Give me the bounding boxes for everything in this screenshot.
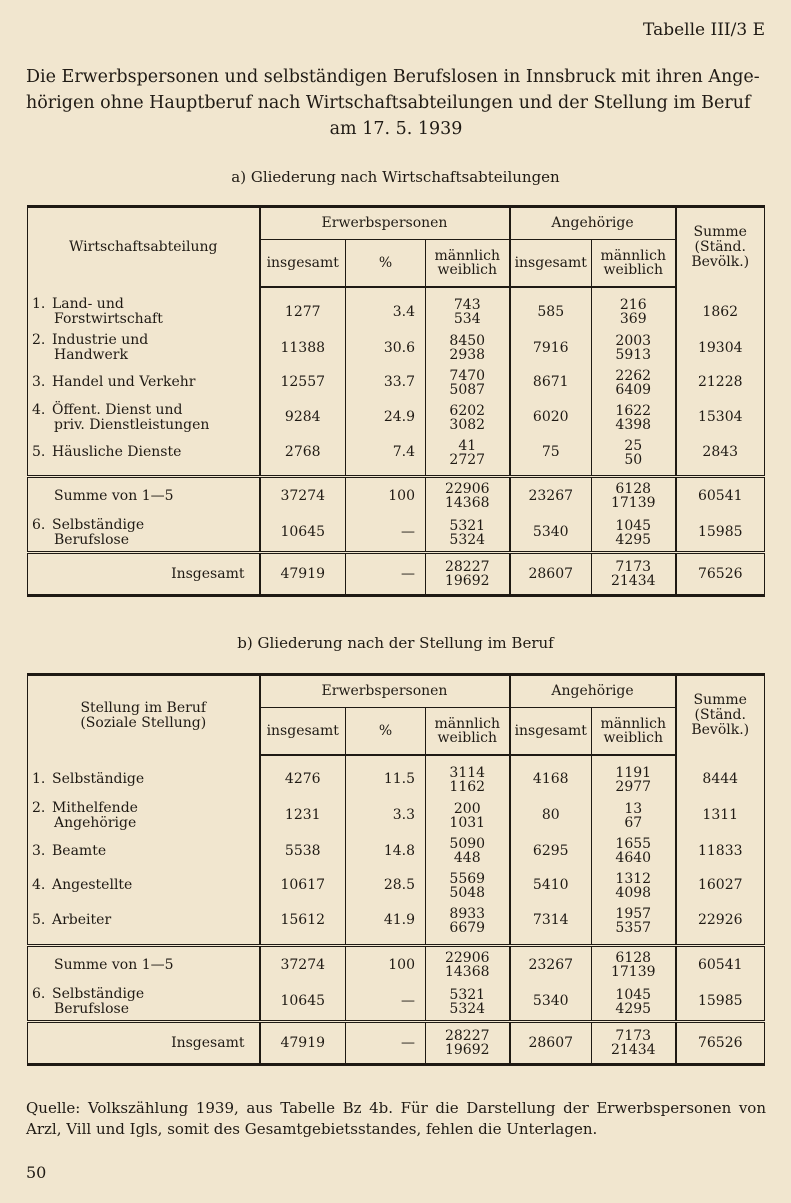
cell-summe: 11833: [676, 834, 765, 868]
cell-weiblich: 19692: [444, 1042, 490, 1058]
cell-percent: 14.8: [346, 834, 426, 868]
cell-weiblich: 448: [453, 850, 481, 866]
cell-percent: 11.5: [346, 762, 426, 797]
cell-percent: 100: [346, 477, 426, 515]
cell-percent: 3.4: [346, 294, 426, 330]
cell-mw: [426, 366, 510, 399]
cell-summe: 2843: [676, 436, 765, 469]
cell-angehoerige-mw: [592, 762, 676, 797]
table-tag: Tabelle III/3 E: [643, 20, 765, 40]
header-insgesamt: insgesamt: [510, 240, 592, 288]
cell-angehoerige-insgesamt: 75: [510, 436, 592, 469]
cell-insgesamt: 9284: [260, 399, 346, 436]
page-title: [26, 64, 766, 142]
cell-maennlich: 743: [453, 297, 481, 313]
cell-weiblich: 5087: [449, 381, 486, 398]
cell-maennlich: 7173: [615, 1028, 652, 1044]
cell-angehoerige-mw: [592, 366, 676, 399]
header-percent: %: [346, 240, 426, 288]
cell-weiblich: 2977: [615, 778, 652, 795]
cell-mw: [426, 294, 510, 330]
cell-maennlich: 25: [624, 437, 643, 454]
cell-maennlich: 1191: [615, 764, 652, 781]
cell-angehoerige-mw: [592, 834, 676, 868]
row-header: [28, 207, 260, 288]
cell-summe: 76526: [676, 1022, 765, 1065]
table-row: [28, 330, 765, 366]
row-label-line: Selbständige: [52, 985, 145, 1002]
header-maennlich: männlich: [434, 248, 500, 264]
row-label: [28, 399, 260, 436]
cell-maennlich: 28227: [444, 1028, 490, 1044]
cell-insgesamt: 10645: [260, 515, 346, 553]
cell-maennlich: 22906: [444, 950, 490, 967]
cell-insgesamt: 10645: [260, 984, 346, 1022]
header-summe-line: Bevölk.): [691, 722, 750, 738]
row-number: 5.: [32, 444, 46, 460]
cell-mw: [426, 553, 510, 596]
header-erwerbspersonen: Erwerbspersonen: [260, 675, 510, 708]
cell-angehoerige-insgesamt: 80: [510, 797, 592, 834]
cell-insgesamt: 47919: [260, 553, 346, 596]
cell-insgesamt: 47919: [260, 1022, 346, 1065]
table-row-total: [28, 1022, 765, 1065]
row-header-label: (Soziale Stellung): [80, 714, 207, 731]
cell-summe: 76526: [676, 553, 765, 596]
cell-angehoerige-insgesamt: 7314: [510, 903, 592, 938]
row-number: 6.: [32, 985, 46, 1002]
row-header-label: Wirtschaftsabteilung: [69, 239, 218, 255]
row-label-line: Berufslose: [54, 531, 130, 548]
cell-maennlich: 5090: [449, 836, 486, 852]
cell-angehoerige-insgesamt: 6295: [510, 834, 592, 868]
table-row: [28, 515, 765, 553]
table-row: [28, 399, 765, 436]
cell-maennlich: 7470: [449, 367, 486, 384]
cell-weiblich: 5324: [449, 1000, 486, 1017]
row-number: 4.: [32, 877, 46, 893]
cell-angehoerige-insgesamt: 7916: [510, 330, 592, 366]
row-label-line: Angestellte: [52, 877, 133, 893]
row-label-line: Angehörige: [54, 814, 137, 831]
cell-maennlich: 5569: [449, 870, 486, 887]
cell-mw: [426, 946, 510, 984]
table-row: [28, 903, 765, 938]
cell-angehoerige-insgesamt: 23267: [510, 477, 592, 515]
cell-weiblich: 19692: [444, 573, 490, 589]
cell-insgesamt: 4276: [260, 762, 346, 797]
cell-mw: [426, 330, 510, 366]
cell-percent: 7.4: [346, 436, 426, 469]
row-header-label: Stellung im Beruf: [80, 699, 207, 716]
cell-percent: —: [346, 515, 426, 553]
cell-maennlich: 216: [619, 297, 647, 313]
cell-mw: [426, 399, 510, 436]
row-number: 2.: [32, 799, 46, 816]
cell-angehoerige-insgesamt: 28607: [510, 1022, 592, 1065]
cell-maennlich: 13: [624, 800, 643, 817]
cell-weiblich: 5913: [615, 347, 652, 363]
header-summe-line: (Ständ.: [694, 239, 746, 255]
header-percent: %: [346, 708, 426, 756]
table-row: [28, 834, 765, 868]
cell-angehoerige-mw: [592, 946, 676, 984]
cell-summe: 60541: [676, 946, 765, 984]
table-row-summe: [28, 477, 765, 515]
cell-angehoerige-insgesamt: 4168: [510, 762, 592, 797]
cell-maennlich: 1655: [615, 836, 652, 852]
cell-angehoerige-mw: [592, 294, 676, 330]
cell-percent: 24.9: [346, 399, 426, 436]
cell-maennlich: 5321: [449, 986, 486, 1003]
row-label-line: Industrie und: [52, 332, 149, 348]
cell-insgesamt: 37274: [260, 477, 346, 515]
cell-insgesamt: 5538: [260, 834, 346, 868]
row-label-line: Land- und: [52, 296, 124, 312]
row-number: 2.: [32, 332, 46, 348]
cell-mw: [426, 984, 510, 1022]
header-summe-line: Summe: [693, 692, 747, 708]
cell-angehoerige-mw: [592, 399, 676, 436]
row-number: 3.: [32, 842, 46, 859]
row-label: [28, 436, 260, 469]
cell-angehoerige-insgesamt: 6020: [510, 399, 592, 436]
cell-weiblich: 17139: [610, 964, 656, 981]
header-angehoerige: Angehörige: [510, 675, 676, 708]
header-insgesamt: insgesamt: [260, 708, 346, 756]
row-label: Insgesamt: [28, 1022, 260, 1065]
cell-maennlich: 22906: [444, 481, 490, 498]
title-line: hörigen ohne Hauptberuf nach Wirtschaftsabteilungen und der Stellung im Beruf: [26, 93, 751, 113]
cell-maennlich: 200: [453, 800, 481, 817]
cell-mw: [426, 834, 510, 868]
header-summe-line: Summe: [693, 224, 747, 240]
row-number: 1.: [32, 771, 46, 787]
row-number: 5.: [32, 912, 46, 928]
header-summe-line: Bevölk.): [691, 254, 750, 270]
cell-weiblich: 3082: [449, 416, 486, 433]
header-summe: [676, 675, 765, 756]
cell-weiblich: 4398: [615, 416, 652, 433]
cell-summe: 19304: [676, 330, 765, 366]
cell-maennlich: 5321: [449, 517, 486, 534]
title-line: Die Erwerbspersonen und selbständigen Berufslosen in Innsbruck mit ihren Ange-: [26, 67, 760, 87]
cell-maennlich: 1045: [615, 986, 652, 1003]
table-row: [28, 436, 765, 469]
cell-percent: 100: [346, 946, 426, 984]
cell-weiblich: 2727: [449, 451, 486, 468]
cell-angehoerige-insgesamt: 5410: [510, 868, 592, 903]
cell-mw: [426, 477, 510, 515]
header-maennlich: männlich: [600, 248, 666, 264]
cell-maennlich: 41: [458, 437, 477, 454]
row-label: [28, 330, 260, 366]
row-label-line: Selbständige: [52, 771, 145, 787]
cell-mw: [426, 797, 510, 834]
row-label-line: Berufslose: [54, 1000, 130, 1017]
cell-weiblich: 14368: [444, 964, 490, 981]
cell-maennlich: 2262: [615, 367, 652, 384]
cell-percent: 30.6: [346, 330, 426, 366]
table-row: [28, 294, 765, 330]
row-label: [28, 294, 260, 330]
cell-maennlich: 1957: [615, 905, 652, 922]
cell-angehoerige-mw: [592, 868, 676, 903]
row-label: Summe von 1—5: [28, 477, 260, 515]
cell-angehoerige-mw: [592, 515, 676, 553]
row-label: [28, 797, 260, 834]
cell-maennlich: 8450: [449, 333, 486, 349]
cell-mw: [426, 515, 510, 553]
cell-mw: [426, 436, 510, 469]
cell-summe: 16027: [676, 868, 765, 903]
row-label-line: Handel und Verkehr: [52, 374, 196, 390]
cell-angehoerige-mw: [592, 1022, 676, 1065]
cell-angehoerige-mw: [592, 797, 676, 834]
cell-weiblich: 5324: [449, 531, 486, 548]
cell-maennlich: 7173: [615, 559, 652, 575]
table-row: [28, 984, 765, 1022]
section-b-title: b) Gliederung nach der Stellung im Beruf: [237, 634, 554, 652]
cell-mw: [426, 903, 510, 938]
cell-angehoerige-insgesamt: 28607: [510, 553, 592, 596]
header-mw: [592, 708, 676, 756]
cell-angehoerige-mw: [592, 903, 676, 938]
cell-angehoerige-insgesamt: 585: [510, 294, 592, 330]
cell-angehoerige-mw: [592, 436, 676, 469]
row-label: [28, 515, 260, 553]
page-number: 50: [26, 1163, 47, 1182]
row-label: Summe von 1—5: [28, 946, 260, 984]
table-wirtschaftsabteilungen: [27, 205, 765, 597]
cell-percent: 41.9: [346, 903, 426, 938]
header-maennlich: männlich: [600, 716, 666, 732]
row-label-line: Arbeiter: [52, 912, 112, 928]
cell-maennlich: 3114: [449, 764, 486, 781]
row-label: [28, 868, 260, 903]
title-line: am 17. 5. 1939: [329, 119, 463, 139]
cell-maennlich: 28227: [444, 559, 490, 575]
cell-weiblich: 534: [453, 311, 481, 327]
row-label-line: priv. Dienstleistungen: [54, 416, 210, 433]
cell-insgesamt: 10617: [260, 868, 346, 903]
row-number: 4.: [32, 401, 46, 418]
cell-maennlich: 1622: [615, 402, 652, 419]
row-label: [28, 762, 260, 797]
table-row-summe: [28, 946, 765, 984]
cell-weiblich: 1162: [449, 778, 486, 795]
cell-maennlich: 2003: [615, 333, 652, 349]
cell-angehoerige-mw: [592, 553, 676, 596]
cell-weiblich: 4098: [615, 884, 652, 901]
cell-percent: 3.3: [346, 797, 426, 834]
row-label: [28, 903, 260, 938]
cell-angehoerige-mw: [592, 984, 676, 1022]
cell-insgesamt: 11388: [260, 330, 346, 366]
cell-weiblich: 4295: [615, 531, 652, 548]
cell-angehoerige-mw: [592, 477, 676, 515]
header-summe: [676, 207, 765, 288]
cell-weiblich: 17139: [610, 495, 656, 512]
header-mw: [426, 240, 510, 288]
row-label-line: Beamte: [52, 842, 107, 859]
source-note: Quelle: Volkszählung 1939, aus Tabelle Bz 4b. Für die Darstellung der Erwerbspersonen von Arzl, Vill und Igls, somit des Gesamtgebietsstandes, fehlen die Unterlagen.: [26, 1099, 766, 1138]
row-label: [28, 834, 260, 868]
cell-weiblich: 5357: [615, 919, 652, 936]
cell-weiblich: 4640: [615, 850, 652, 866]
cell-weiblich: 14368: [444, 495, 490, 512]
cell-weiblich: 67: [624, 814, 643, 831]
table-stellung-im-beruf: [27, 673, 765, 1066]
cell-maennlich: 6128: [615, 950, 652, 967]
header-angehoerige: Angehörige: [510, 207, 676, 240]
cell-insgesamt: 1277: [260, 294, 346, 330]
cell-weiblich: 5048: [449, 884, 486, 901]
cell-percent: 28.5: [346, 868, 426, 903]
cell-percent: —: [346, 553, 426, 596]
cell-insgesamt: 12557: [260, 366, 346, 399]
cell-weiblich: 6409: [615, 381, 652, 398]
cell-percent: 33.7: [346, 366, 426, 399]
header-weiblich: weiblich: [437, 262, 498, 278]
cell-maennlich: 6202: [449, 402, 486, 419]
cell-summe: 15985: [676, 984, 765, 1022]
cell-percent: —: [346, 1022, 426, 1065]
cell-maennlich: 8933: [449, 905, 486, 922]
row-label: [28, 984, 260, 1022]
row-label-line: Selbständige: [52, 516, 145, 533]
table-row: [28, 366, 765, 399]
cell-insgesamt: 2768: [260, 436, 346, 469]
cell-angehoerige-insgesamt: 8671: [510, 366, 592, 399]
cell-weiblich: 369: [619, 311, 647, 327]
cell-weiblich: 2938: [449, 347, 486, 363]
row-label-line: Mithelfende: [52, 799, 138, 816]
row-label-line: Handwerk: [54, 347, 128, 363]
cell-angehoerige-insgesamt: 5340: [510, 515, 592, 553]
table-row: [28, 797, 765, 834]
cell-summe: 8444: [676, 762, 765, 797]
header-mw: [592, 240, 676, 288]
cell-summe: 15985: [676, 515, 765, 553]
row-label-line: Forstwirtschaft: [54, 311, 163, 327]
table-row-total: [28, 553, 765, 596]
header-erwerbspersonen: Erwerbspersonen: [260, 207, 510, 240]
header-summe-line: (Ständ.: [694, 707, 746, 723]
cell-mw: [426, 1022, 510, 1065]
cell-mw: [426, 762, 510, 797]
header-insgesamt: insgesamt: [260, 240, 346, 288]
cell-weiblich: 4295: [615, 1000, 652, 1017]
cell-angehoerige-insgesamt: 5340: [510, 984, 592, 1022]
header-weiblich: weiblich: [603, 262, 664, 278]
section-a-title: a) Gliederung nach Wirtschaftsabteilungen: [231, 168, 560, 186]
header-insgesamt: insgesamt: [510, 708, 592, 756]
table-row: [28, 762, 765, 797]
row-header: [28, 675, 260, 756]
row-label: [28, 366, 260, 399]
header-maennlich: männlich: [434, 716, 500, 732]
cell-weiblich: 6679: [449, 919, 486, 936]
header-mw: [426, 708, 510, 756]
cell-weiblich: 21434: [610, 573, 656, 589]
cell-maennlich: 6128: [615, 481, 652, 498]
cell-weiblich: 50: [624, 451, 643, 468]
cell-insgesamt: 1231: [260, 797, 346, 834]
cell-angehoerige-mw: [592, 330, 676, 366]
cell-insgesamt: 37274: [260, 946, 346, 984]
cell-percent: —: [346, 984, 426, 1022]
cell-summe: 15304: [676, 399, 765, 436]
cell-insgesamt: 15612: [260, 903, 346, 938]
row-label: Insgesamt: [28, 553, 260, 596]
row-number: 1.: [32, 296, 46, 312]
row-number: 3.: [32, 374, 46, 390]
cell-mw: [426, 868, 510, 903]
cell-angehoerige-insgesamt: 23267: [510, 946, 592, 984]
cell-summe: 22926: [676, 903, 765, 938]
cell-summe: 21228: [676, 366, 765, 399]
header-weiblich: weiblich: [437, 730, 498, 746]
cell-maennlich: 1045: [615, 517, 652, 534]
header-weiblich: weiblich: [603, 730, 664, 746]
cell-summe: 1311: [676, 797, 765, 834]
cell-summe: 1862: [676, 294, 765, 330]
cell-weiblich: 21434: [610, 1042, 656, 1058]
row-number: 6.: [32, 516, 46, 533]
cell-weiblich: 1031: [449, 814, 486, 831]
cell-maennlich: 1312: [615, 870, 652, 887]
row-label-line: Öffent. Dienst und: [52, 401, 183, 418]
table-row: [28, 868, 765, 903]
row-label-line: Häusliche Dienste: [52, 444, 182, 460]
cell-summe: 60541: [676, 477, 765, 515]
